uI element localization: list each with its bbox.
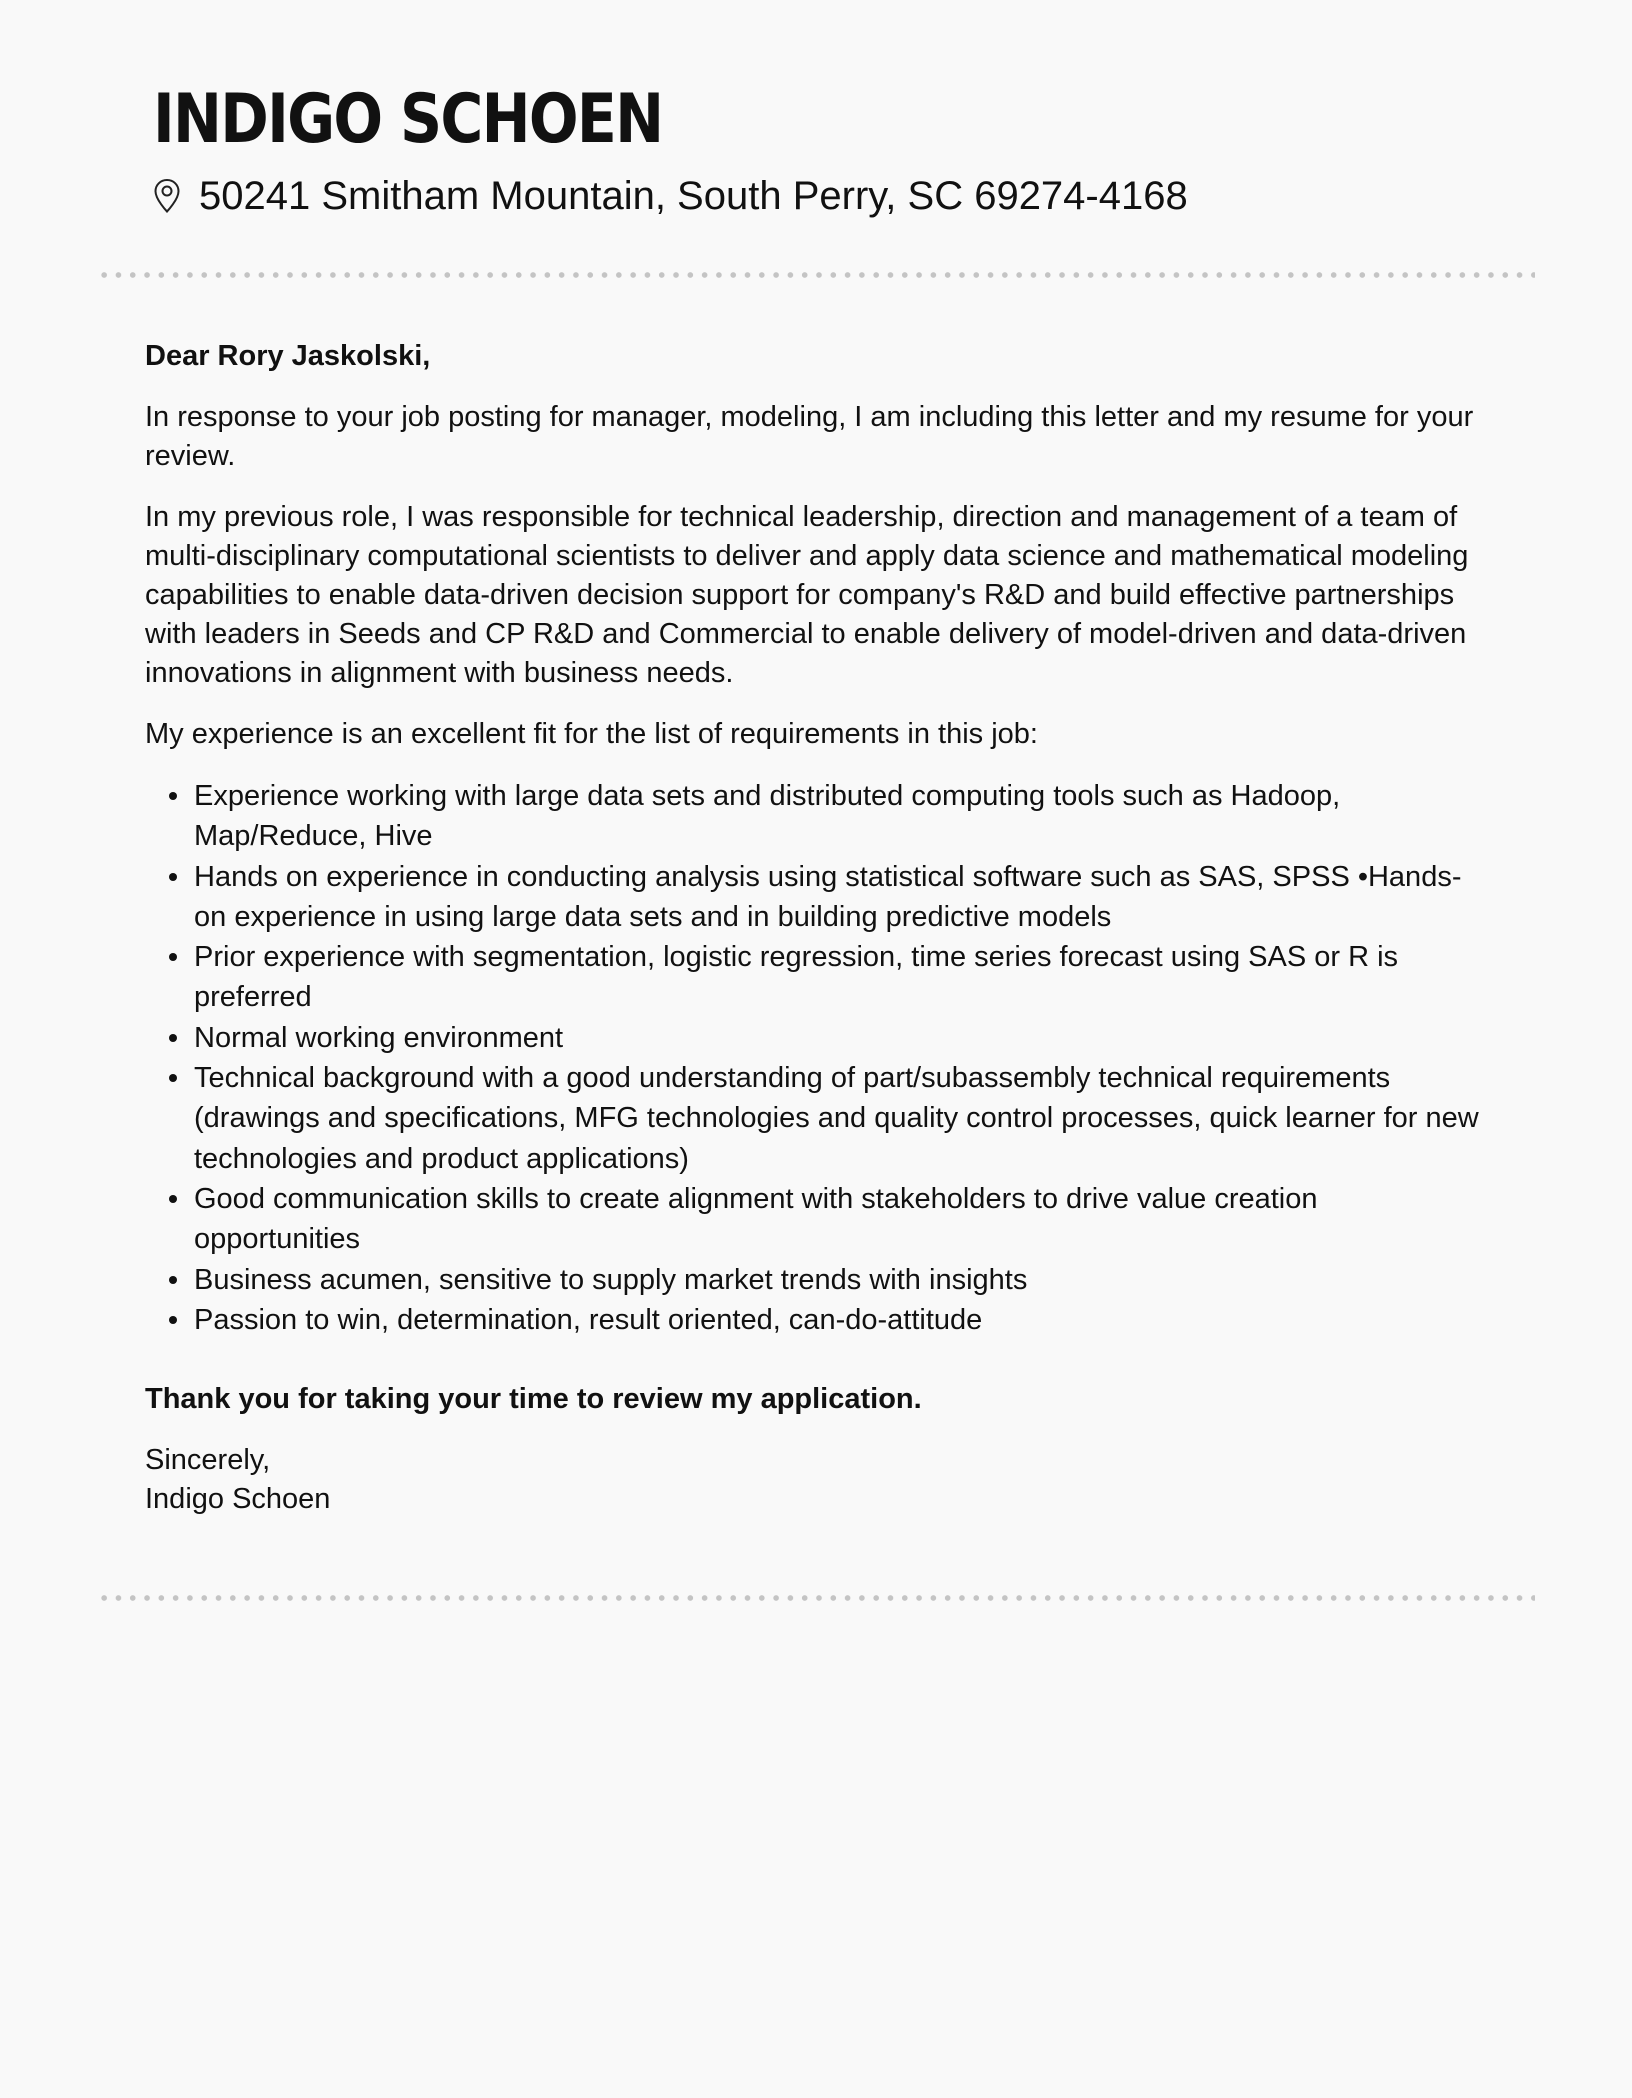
list-item: Good communication skills to create alignment with stakeholders to drive value creation opportunities	[194, 1179, 1485, 1260]
letter-header	[153, 80, 1533, 222]
list-item: Hands on experience in conducting analysis using statistical software such as SAS, SPSS •Hands-on experience in using large data sets and in building predictive models	[194, 857, 1485, 938]
letter-body	[145, 337, 1485, 1541]
requirements-list	[145, 776, 1485, 1340]
list-item: Prior experience with segmentation, logistic regression, time series forecast using SAS or R is preferred	[194, 937, 1485, 1018]
top-dotted-divider	[97, 272, 1535, 278]
applicant-name: INDIGO SCHOEN	[153, 80, 663, 159]
list-item: Technical background with a good understanding of part/subassembly technical requirements (drawings and specifications, MFG technologies and quality control processes, quick learner for new technologies and product applications)	[194, 1058, 1485, 1179]
greeting: Dear Rory Jaskolski,	[145, 340, 431, 372]
closing-block	[145, 1441, 1485, 1519]
map-pin-icon	[153, 178, 181, 214]
address-row	[153, 170, 1533, 222]
thanks-line: Thank you for taking your time to review my application.	[145, 1383, 922, 1416]
signature-name: Indigo Schoen	[145, 1483, 331, 1516]
applicant-address: 50241 Smitham Mountain, South Perry, SC 69274-4168	[199, 174, 1188, 218]
list-item: Normal working environment	[194, 1018, 1485, 1058]
list-item: Passion to win, determination, result oriented, can-do-attitude	[194, 1300, 1485, 1340]
intro-paragraph: In response to your job posting for manager, modeling, I am including this letter and my resume for your review.	[145, 401, 1474, 472]
experience-paragraph: In my previous role, I was responsible for technical leadership, direction and management of a team of multi-disciplinary computational scientists to deliver and apply data science and mathematical modeling capabilities to enable data-driven decision support for company's R&D and build effective partnerships with leaders in Seeds and CP R&D and Commercial to enable delivery of model-driven and data-driven innovations in alignment with business needs.	[145, 501, 1469, 689]
list-item: Business acumen, sensitive to supply market trends with insights	[194, 1260, 1485, 1300]
list-item: Experience working with large data sets and distributed computing tools such as Hadoop, Map/Reduce, Hive	[194, 776, 1485, 857]
bottom-dotted-divider	[97, 1595, 1535, 1601]
fit-paragraph: My experience is an excellent fit for the list of requirements in this job:	[145, 718, 1038, 750]
closing-salutation: Sincerely,	[145, 1444, 271, 1477]
